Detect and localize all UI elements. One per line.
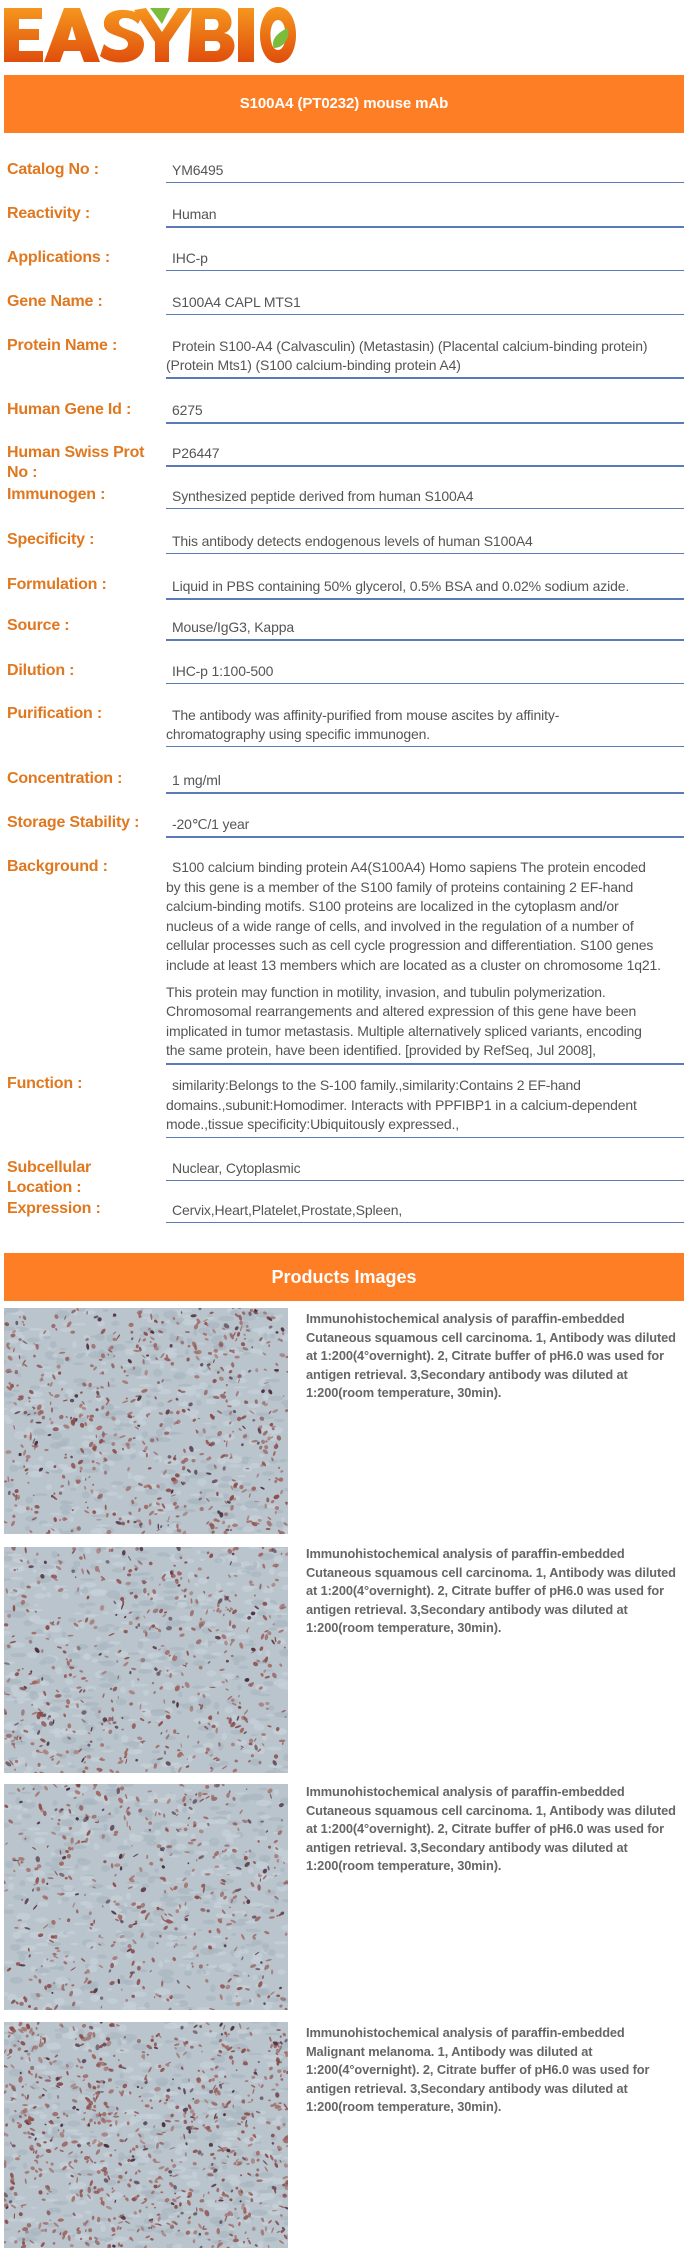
field-label: Source : bbox=[7, 617, 70, 634]
field-value: This antibody detects endogenous levels of human S100A4 bbox=[166, 532, 684, 554]
field-value: The antibody was affinity-purified from mouse ascites by affinity- chromatography using specific immunogen. bbox=[166, 706, 684, 747]
field-label: Protein Name : bbox=[7, 337, 118, 354]
image-caption: Immunohistochemical analysis of paraffin-embedded Cutaneous squamous cell carcinoma. 1, Antibody was diluted at 1:200(4°overnight). 2, Citrate buffer of pH6.0 was used for antigen retrieval. 3,Secondary antibody was diluted at 1:200(room temperature, 30min). bbox=[306, 1311, 676, 1400]
logo-wordmark-icon bbox=[2, 2, 298, 66]
field-label: Dilution : bbox=[7, 662, 75, 679]
field-value: Liquid in PBS containing 50% glycerol, 0.5% BSA and 0.02% sodium azide. bbox=[166, 577, 684, 600]
product-title: S100A4 (PT0232) mouse mAb bbox=[239, 95, 449, 112]
field-label: Formulation : bbox=[7, 576, 107, 593]
field-label: Human Swiss Prot No : bbox=[7, 444, 145, 481]
field-value: Nuclear, Cytoplasmic bbox=[166, 1159, 684, 1181]
products-images-banner bbox=[4, 1253, 684, 1301]
field-value: Synthesized peptide derived from human S100A4 bbox=[166, 487, 684, 509]
field-label: Background : bbox=[7, 858, 108, 875]
field-label: Human Gene Id : bbox=[7, 401, 132, 418]
field-value: Protein S100-A4 (Calvasculin) (Metastasin) (Placental calcium-binding protein) (Protein Mts1) (S100 calcium-binding protein A4) bbox=[166, 337, 684, 379]
field-label: Function : bbox=[7, 1075, 83, 1092]
field-value: S100 calcium binding protein A4(S100A4) Homo sapiens The protein encoded by this gene is a member of the S100 family of proteins containing 2 EF-hand calcium-binding motifs. S100 proteins are localized in the cytoplasm and/or nucleus of a wide range of cells, and involved in the regulation of a number of cellular processes such as cell cycle progression and differentiation. S100 genes include at least 13 members which are located as a cluster on chromosome 1q21. This protein may function in motility, invasion, and tubulin polymerization. Chromosomal rearrangements and altered expression of this gene have been implicated in tumor metastasis. Multiple alternatively spliced variants, encoding the same protein, have been identified. [provided by RefSeq, Jul 2008], bbox=[166, 858, 684, 1065]
field-label: Purification : bbox=[7, 705, 102, 722]
field-value: Mouse/IgG3, Kappa bbox=[166, 618, 684, 641]
image-caption: Immunohistochemical analysis of paraffin-embedded Cutaneous squamous cell carcinoma. 1, Antibody was diluted at 1:200(4°overnight). 2, Citrate buffer of pH6.0 was used for antigen retrieval. 3,Secondary antibody was diluted at 1:200(room temperature, 30min). bbox=[306, 1546, 676, 1635]
field-value: similarity:Belongs to the S-100 family.,similarity:Contains 2 EF-hand domains.,subunit:Homodimer. Interacts with PPFIBP1 in a calcium-dependent mode.,tissue specificity:Ubiquitously expressed., bbox=[166, 1076, 684, 1138]
field-value: S100A4 CAPL MTS1 bbox=[166, 293, 684, 315]
product-title-banner bbox=[4, 75, 684, 133]
field-label: Immunogen : bbox=[7, 486, 106, 503]
easybio-logo bbox=[2, 2, 298, 66]
field-value: Human bbox=[166, 205, 684, 228]
field-label: Reactivity : bbox=[7, 205, 90, 222]
field-label: Expression : bbox=[7, 1200, 101, 1217]
ihc-image[interactable] bbox=[4, 1308, 288, 1534]
field-value: IHC-p 1:100-500 bbox=[166, 662, 684, 684]
field-label: Specificity : bbox=[7, 531, 95, 548]
products-images-title: Products Images bbox=[271, 1267, 417, 1287]
field-label: Applications : bbox=[7, 249, 110, 266]
ihc-image[interactable] bbox=[4, 2022, 288, 2248]
field-value: YM6495 bbox=[166, 161, 684, 183]
image-caption: Immunohistochemical analysis of paraffin-embedded Cutaneous squamous cell carcinoma. 1, Antibody was diluted at 1:200(4°overnight). 2, Citrate buffer of pH6.0 was used for antigen retrieval. 3,Secondary antibody was diluted at 1:200(room temperature, 30min). bbox=[306, 1784, 676, 1873]
field-value: -20℃/1 year bbox=[166, 815, 684, 838]
field-value: 6275 bbox=[166, 401, 684, 424]
ihc-image[interactable] bbox=[4, 1784, 288, 2010]
ihc-image[interactable] bbox=[4, 1547, 288, 1773]
field-label: Concentration : bbox=[7, 770, 123, 787]
image-caption: Immunohistochemical analysis of paraffin-embedded Malignant melanoma. 1, Antibody was diluted at 1:200(4°overnight). 2, Citrate buffer of pH6.0 was used for antigen retrieval. 3,Secondary antibody was diluted at 1:200(room temperature, 30min). bbox=[306, 2025, 650, 2114]
field-value: Cervix,Heart,Platelet,Prostate,Spleen, bbox=[166, 1201, 684, 1223]
field-value: 1 mg/ml bbox=[166, 771, 684, 794]
field-value: IHC-p bbox=[166, 249, 684, 271]
field-label: Catalog No : bbox=[7, 161, 99, 178]
field-label: Subcellular Location : bbox=[7, 1159, 92, 1196]
field-value: P26447 bbox=[166, 444, 684, 467]
field-label: Gene Name : bbox=[7, 293, 103, 310]
field-label: Storage Stability : bbox=[7, 814, 140, 831]
